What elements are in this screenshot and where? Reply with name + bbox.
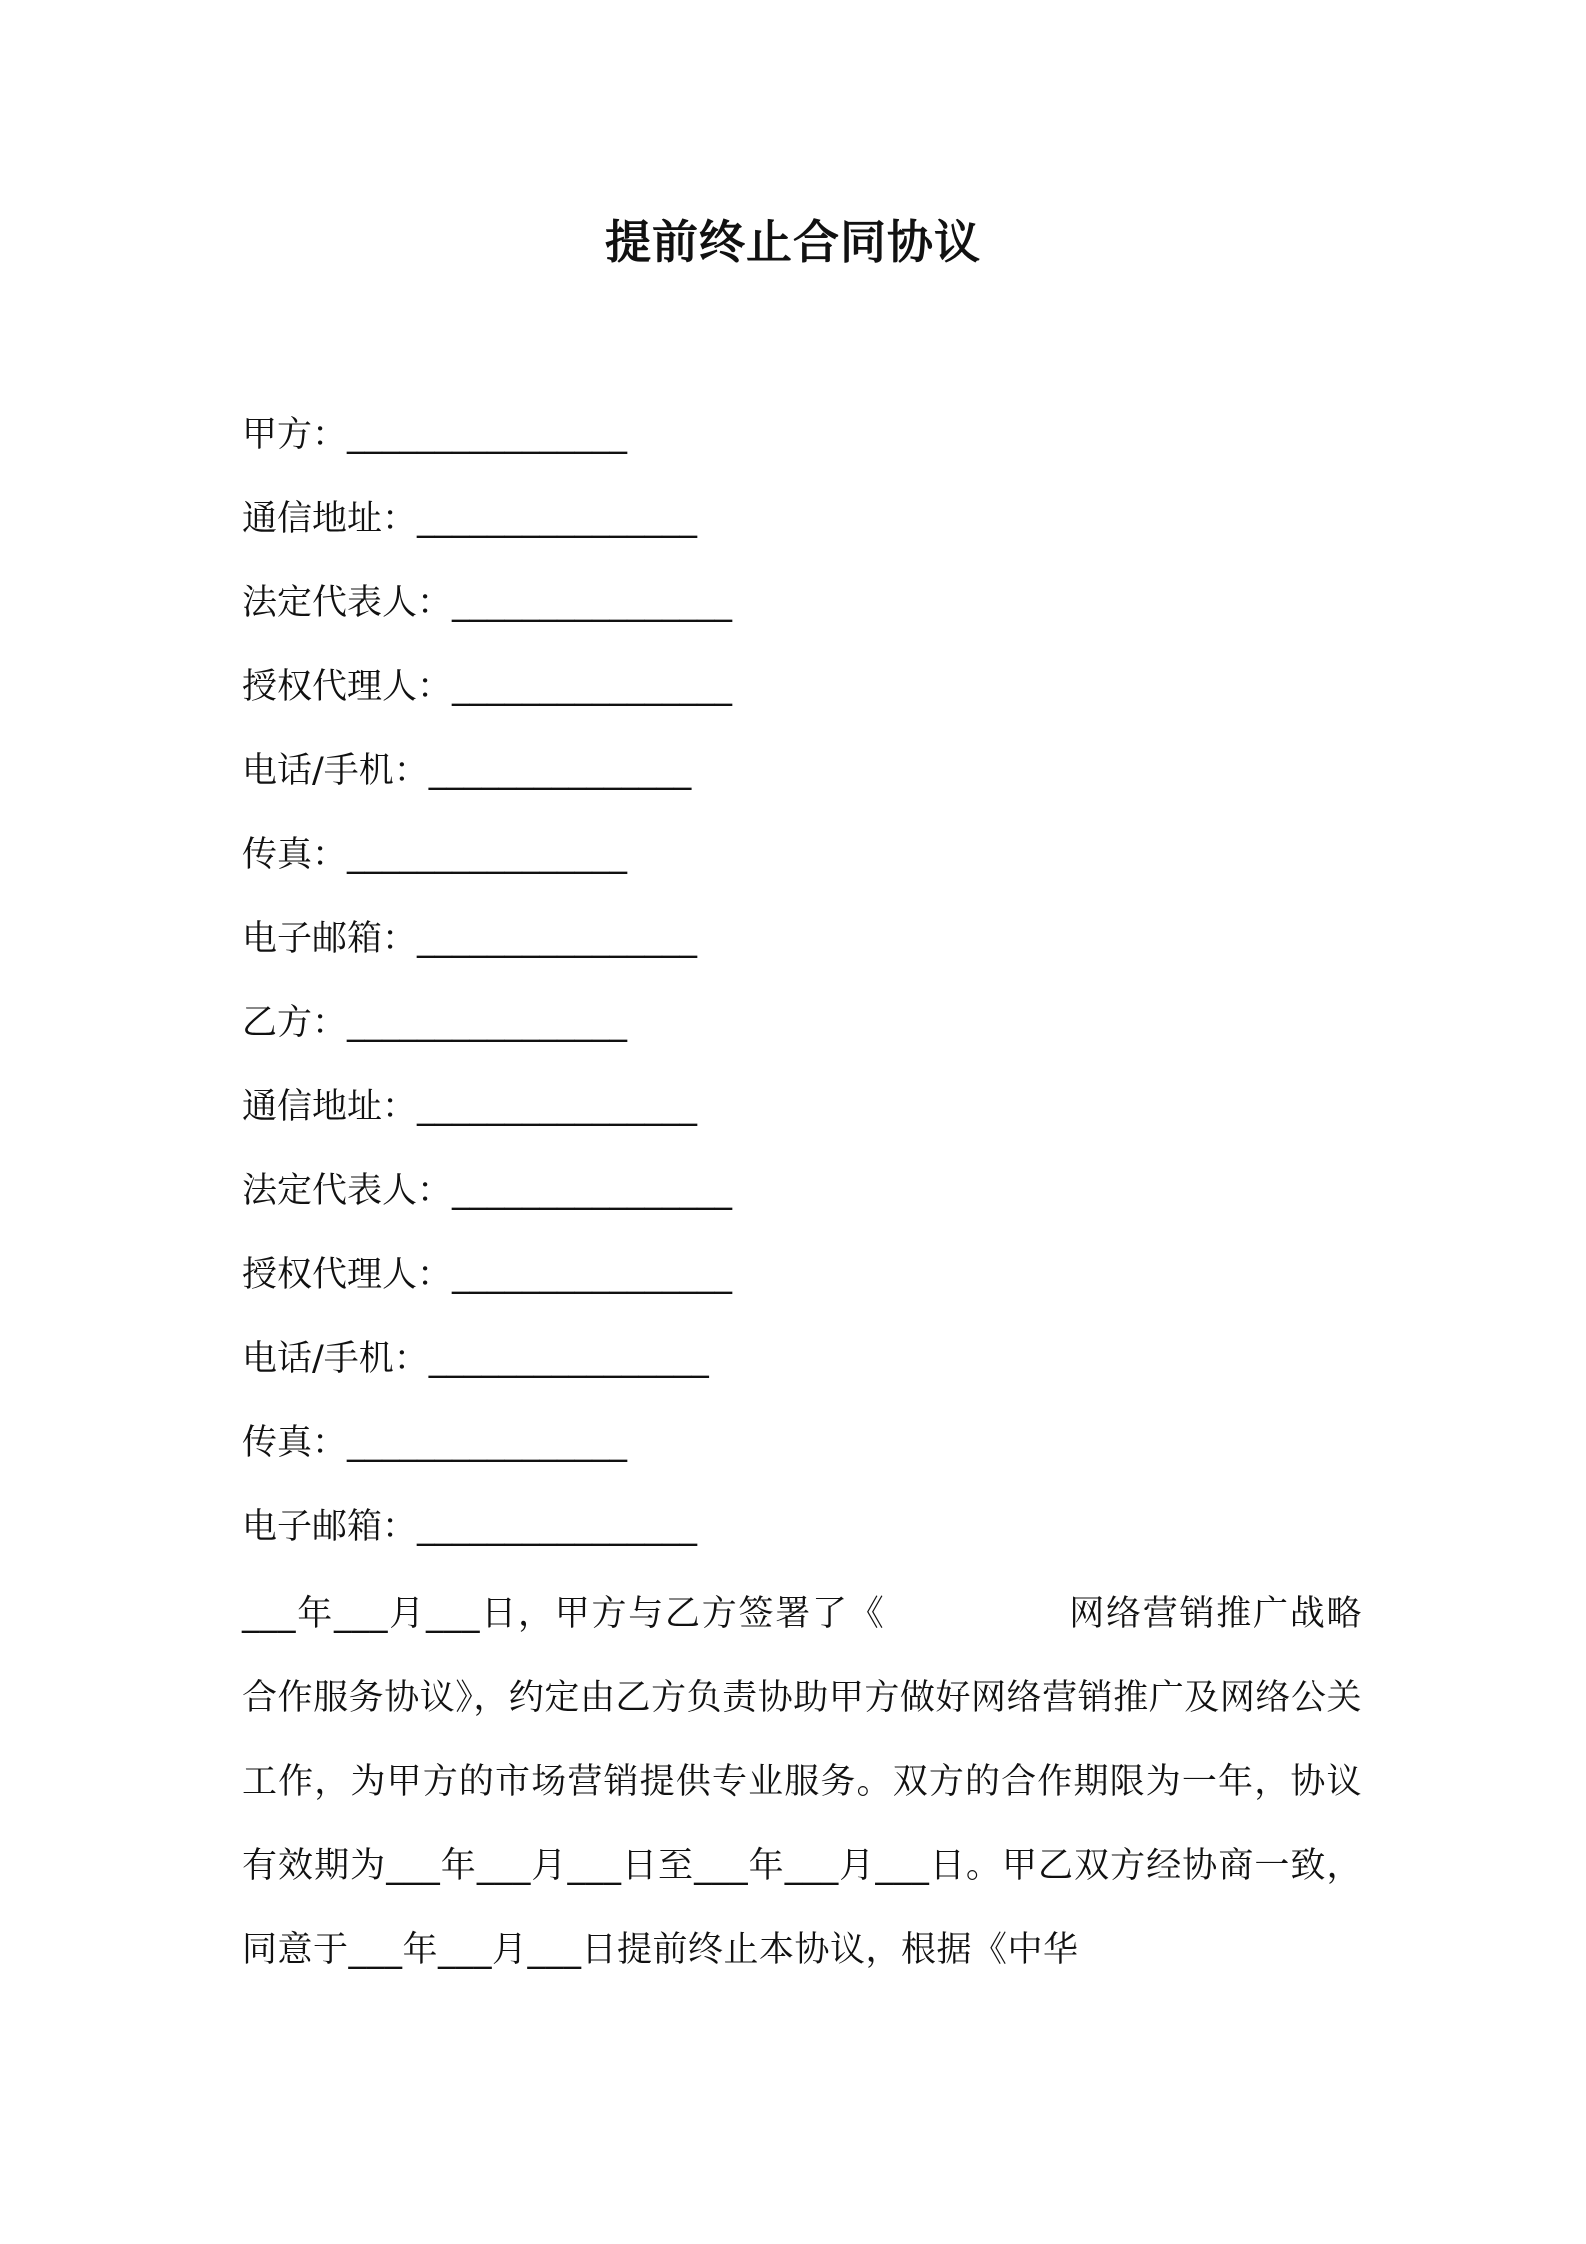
field-party-b-fax	[242, 1413, 1362, 1497]
field-blank: ________________	[417, 1507, 698, 1547]
field-label: 乙方：	[242, 1003, 348, 1043]
field-party-a-legal-rep	[242, 573, 1362, 657]
field-blank: ________________	[417, 1087, 698, 1127]
field-label: 电子邮箱：	[242, 919, 418, 959]
field-label: 授权代理人：	[242, 1255, 453, 1295]
field-blank: ________________	[347, 415, 628, 455]
field-party-b-email	[242, 1497, 1362, 1581]
field-label: 传真：	[242, 835, 348, 875]
field-party-a-address	[242, 489, 1362, 573]
field-label: 法定代表人：	[242, 1171, 453, 1211]
field-party-b-phone	[242, 1329, 1362, 1413]
agreement-body-paragraph: ___年___月___日，甲方与乙方签署了《 网络营销推广战略合作服务协议》，约定由乙方负责协助甲方做好网络营销推广及网络公关工作，为甲方的市场营销提供专业服务。双方的合作期限为一年，协议有效期为___年___月___日至___年___月___日。甲乙双方经协商一致，同意于___年___月___日提前终止本协议，根据《中华	[242, 1594, 1362, 1970]
field-label: 通信地址：	[242, 499, 418, 539]
document-title: 提前终止合同协议	[605, 215, 981, 269]
field-blank: ________________	[347, 1003, 628, 1043]
field-blank: ________________	[347, 835, 628, 875]
field-party-b	[242, 993, 1362, 1077]
field-blank: ________________	[452, 1255, 733, 1295]
field-label: 电子邮箱：	[242, 1507, 418, 1547]
field-blank: _______________	[428, 751, 692, 791]
field-blank: ________________	[452, 583, 733, 623]
field-blank: ________________	[417, 919, 698, 959]
field-label: 传真：	[242, 1423, 348, 1463]
field-label: 通信地址：	[242, 1087, 418, 1127]
field-party-a-agent	[242, 657, 1362, 741]
field-party-a-fax	[242, 825, 1362, 909]
field-party-a-phone	[242, 741, 1362, 825]
field-blank: ________________	[417, 499, 698, 539]
field-blank: ________________	[452, 667, 733, 707]
field-party-b-agent	[242, 1245, 1362, 1329]
field-label: 电话/手机：	[242, 1339, 429, 1379]
field-party-a	[242, 405, 1362, 489]
field-label: 授权代理人：	[242, 667, 453, 707]
field-blank: ________________	[452, 1171, 733, 1211]
field-party-a-email	[242, 909, 1362, 993]
field-label: 电话/手机：	[242, 751, 429, 791]
field-party-b-legal-rep	[242, 1161, 1362, 1245]
field-blank: ________________	[347, 1423, 628, 1463]
field-label: 甲方：	[242, 415, 348, 455]
field-party-b-address	[242, 1077, 1362, 1161]
field-label: 法定代表人：	[242, 583, 453, 623]
field-blank: ________________	[428, 1339, 709, 1379]
party-info-list	[242, 405, 1362, 1581]
